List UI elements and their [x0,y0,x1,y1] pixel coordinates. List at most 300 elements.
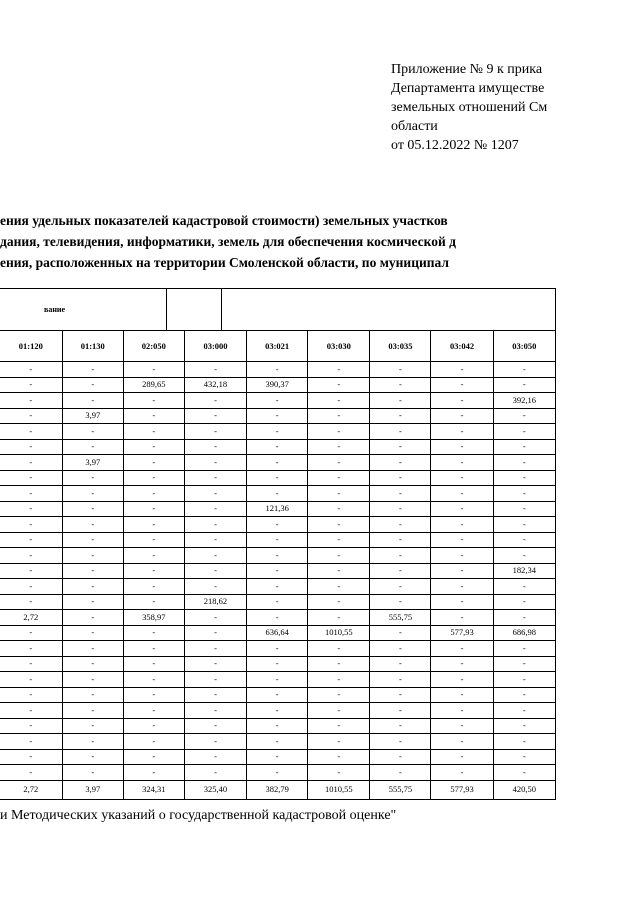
table-cell: - [308,610,370,626]
column-header: 02:050 [123,331,184,362]
table-cell: - [123,765,184,781]
table-cell: - [247,424,308,440]
table-cell: - [0,377,62,393]
table-row [0,579,556,595]
table-cell: - [370,517,431,533]
table-cell: - [493,672,555,688]
table-cell: - [247,594,308,610]
table-cell: - [370,439,431,455]
table-cell: - [247,532,308,548]
table-cell: - [184,455,246,471]
table-cell: - [308,393,370,409]
table-cell: - [62,641,123,657]
header-divider [555,289,556,330]
table-cell: - [493,765,555,781]
table-cell: - [308,532,370,548]
table-cell: - [184,718,246,734]
table-cell: - [123,501,184,517]
table-cell: - [308,439,370,455]
table-cell: - [431,734,493,750]
table-cell: - [493,641,555,657]
table-row [0,610,556,626]
table-cell: - [308,563,370,579]
table-cell: - [247,687,308,703]
table-cell: 218,62 [184,594,246,610]
table-row [0,687,556,703]
column-header: 03:035 [370,331,431,362]
table-cell: - [184,734,246,750]
table-cell: - [247,563,308,579]
table-cell: - [431,486,493,502]
table-cell: - [308,362,370,378]
table-cell: - [0,393,62,409]
column-header: 03:021 [247,331,308,362]
table-cell: - [370,579,431,595]
header-divider [221,289,222,330]
table-cell: - [370,532,431,548]
table-cell: - [308,470,370,486]
table-cell: - [184,610,246,626]
table-cell: 182,34 [493,563,555,579]
table-cell: - [431,455,493,471]
table-cell: - [184,703,246,719]
table-row [0,439,556,455]
table-cell: - [123,749,184,765]
table-cell: - [308,455,370,471]
table-cell: - [184,424,246,440]
table-cell: - [0,424,62,440]
table-cell: - [431,656,493,672]
table-cell: - [247,718,308,734]
group-header-label: вание [44,305,66,314]
table-cell: - [184,749,246,765]
table-cell: - [0,470,62,486]
table-cell: - [431,408,493,424]
table-cell: - [123,424,184,440]
title-line: дания, телевидения, информатики, земель для обеспечения космической д [0,234,456,249]
table-cell: - [431,424,493,440]
title-line: ения удельных показателей кадастровой стоимости) земельных участков [0,213,448,228]
table-cell: - [247,486,308,502]
table-cell: - [247,610,308,626]
table-cell: - [62,362,123,378]
column-header: 01:130 [62,331,123,362]
table-cell: - [0,501,62,517]
table-cell: - [0,362,62,378]
table-cell: - [62,439,123,455]
table-cell: - [247,408,308,424]
table-cell: - [493,656,555,672]
table-row [0,718,556,734]
table-cell: - [123,470,184,486]
appendix-line: земельных отношений См [391,100,548,115]
table-cell: - [370,424,431,440]
table-cell: 555,75 [370,610,431,626]
table-cell: - [247,749,308,765]
column-header: 03:050 [493,331,555,362]
total-cell: 3,97 [62,780,123,799]
table-cell: - [431,672,493,688]
table-cell: - [308,377,370,393]
table-cell: - [493,470,555,486]
table-cell: - [370,455,431,471]
table-cell: - [62,672,123,688]
table-cell: - [0,765,62,781]
table-cell: - [184,579,246,595]
table-cell: - [0,625,62,641]
table-cell: - [123,718,184,734]
total-cell: 420,50 [493,780,555,799]
table-cell: - [308,734,370,750]
table-cell: - [62,548,123,564]
table-row [0,703,556,719]
table-cell: - [184,548,246,564]
table-cell: - [184,408,246,424]
table-cell: - [308,408,370,424]
table-cell: - [0,641,62,657]
table-cell: - [62,610,123,626]
table-cell: - [247,470,308,486]
table-cell: - [0,517,62,533]
appendix-line: Департамента имуществе [391,81,545,96]
table-cell: - [493,718,555,734]
footnote-text: и Методических указаний о государственной кадастровой оценке" [0,808,397,823]
table-cell: 432,18 [184,377,246,393]
table-cell: - [431,517,493,533]
table-cell: - [493,439,555,455]
table-cell: - [247,362,308,378]
table-cell: - [431,594,493,610]
table-row [0,594,556,610]
table-cell: - [431,532,493,548]
table-cell: - [184,517,246,533]
table-cell: - [308,424,370,440]
values-table [0,330,556,800]
column-header: 03:042 [431,331,493,362]
table-cell: - [62,625,123,641]
table-cell: - [62,656,123,672]
table-cell: - [184,672,246,688]
total-cell: 2,72 [0,780,62,799]
table-cell: - [184,439,246,455]
table-cell: - [493,610,555,626]
table-cell: 392,16 [493,393,555,409]
table-cell: - [247,765,308,781]
table-cell: - [493,579,555,595]
table-cell: - [0,532,62,548]
total-cell: 555,75 [370,780,431,799]
appendix-line: области [391,119,438,134]
table-cell: - [431,703,493,719]
table-cell: - [123,734,184,750]
table-cell: - [431,548,493,564]
table-cell: - [0,455,62,471]
table-cell: - [0,594,62,610]
table-cell: - [184,656,246,672]
table-cell: - [493,703,555,719]
table-cell: - [493,749,555,765]
document-title [0,210,556,273]
table-row [0,377,556,393]
cadastral-table [0,288,556,800]
table-cell: 358,97 [123,610,184,626]
table-row [0,765,556,781]
table-cell: - [62,501,123,517]
table-cell: - [493,486,555,502]
table-cell: - [123,672,184,688]
table-cell: - [123,579,184,595]
table-cell: - [370,594,431,610]
table-cell: - [62,703,123,719]
table-cell: - [431,765,493,781]
table-row [0,749,556,765]
table-cell: - [370,548,431,564]
table-cell: - [493,548,555,564]
table-cell: - [184,532,246,548]
table-cell: - [370,672,431,688]
table-cell: 1010,55 [308,625,370,641]
table-cell: - [431,470,493,486]
table-cell: - [493,594,555,610]
table-cell: - [0,672,62,688]
table-cell: - [370,362,431,378]
table-cell: - [62,470,123,486]
totals-row [0,780,556,799]
table-cell: - [370,734,431,750]
column-header: 01:120 [0,331,62,362]
table-cell: - [0,734,62,750]
table-cell: - [308,579,370,595]
table-cell: - [123,641,184,657]
column-header-row [0,331,556,362]
appendix-header [391,60,640,155]
table-cell: - [247,455,308,471]
table-cell: - [308,672,370,688]
table-row [0,501,556,517]
table-cell: - [247,548,308,564]
table-cell: - [493,455,555,471]
table-cell: - [493,517,555,533]
table-cell: - [431,393,493,409]
table-cell: - [370,470,431,486]
header-divider [166,289,167,330]
table-cell: - [62,579,123,595]
table-cell: - [308,501,370,517]
table-cell: - [62,749,123,765]
table-cell: - [123,563,184,579]
table-cell: - [0,548,62,564]
table-cell: - [370,393,431,409]
table-cell: - [123,548,184,564]
table-cell: - [62,765,123,781]
table-cell: 636,64 [247,625,308,641]
footnote [0,808,540,824]
column-header: 03:000 [184,331,246,362]
table-cell: - [123,455,184,471]
table-cell: - [0,579,62,595]
table-cell: - [308,486,370,502]
table-cell: - [123,594,184,610]
table-cell: - [370,501,431,517]
table-row [0,672,556,688]
table-cell: - [247,641,308,657]
table-cell: - [0,718,62,734]
table-row [0,424,556,440]
table-cell: - [370,641,431,657]
table-cell: - [123,532,184,548]
table-cell: - [62,734,123,750]
table-row [0,532,556,548]
table-cell: - [62,424,123,440]
table-cell: - [493,501,555,517]
table-cell: - [493,687,555,703]
table-cell: - [431,439,493,455]
appendix-line: от 05.12.2022 № 1207 [391,138,519,153]
table-cell: - [370,749,431,765]
table-cell: - [0,486,62,502]
table-cell: - [493,424,555,440]
table-cell: - [0,687,62,703]
table-row [0,734,556,750]
table-cell: - [247,439,308,455]
table-cell: - [247,393,308,409]
table-cell: - [0,749,62,765]
table-cell: - [431,579,493,595]
total-cell: 1010,55 [308,780,370,799]
table-cell: - [247,579,308,595]
table-cell: - [308,749,370,765]
total-cell: 382,79 [247,780,308,799]
table-cell: - [370,687,431,703]
table-cell: - [62,393,123,409]
table-cell: - [431,610,493,626]
table-row [0,625,556,641]
total-cell: 577,93 [431,780,493,799]
table-cell: - [493,362,555,378]
table-cell: - [493,734,555,750]
table-cell: - [431,718,493,734]
table-cell: - [184,501,246,517]
table-cell: - [370,765,431,781]
table-cell: - [370,625,431,641]
table-cell: - [123,517,184,533]
table-cell: - [308,703,370,719]
table-row [0,548,556,564]
table-cell: - [62,687,123,703]
table-cell: - [184,765,246,781]
table-cell: - [431,641,493,657]
table-cell: - [184,362,246,378]
table-cell: - [247,703,308,719]
table-cell: - [247,517,308,533]
table-cell: - [0,656,62,672]
table-cell: - [308,517,370,533]
appendix-line: Приложение № 9 к прика [391,62,543,77]
table-cell: - [247,734,308,750]
table-group-header [0,288,556,330]
table-cell: - [308,765,370,781]
table-cell: - [123,656,184,672]
table-cell: - [493,532,555,548]
table-cell: 121,36 [247,501,308,517]
table-cell: - [0,408,62,424]
table-row [0,470,556,486]
table-cell: - [123,393,184,409]
total-cell: 324,31 [123,780,184,799]
table-cell: - [370,656,431,672]
table-cell: - [370,377,431,393]
table-cell: - [308,656,370,672]
table-row [0,393,556,409]
table-cell: - [62,532,123,548]
table-cell: - [431,377,493,393]
table-cell: - [370,703,431,719]
table-cell: 3,97 [62,408,123,424]
column-header: 03:030 [308,331,370,362]
table-cell: 686,98 [493,625,555,641]
table-cell: - [308,718,370,734]
table-cell: - [62,563,123,579]
table-cell: - [62,718,123,734]
table-cell: - [123,486,184,502]
table-cell: 577,93 [431,625,493,641]
table-row [0,408,556,424]
table-cell: - [308,548,370,564]
table-cell: - [0,703,62,719]
table-cell: 289,65 [123,377,184,393]
table-cell: - [247,656,308,672]
table-cell: - [370,718,431,734]
table-cell: - [123,439,184,455]
table-cell: - [0,439,62,455]
table-cell: - [123,362,184,378]
table-row [0,486,556,502]
table-cell: 3,97 [62,455,123,471]
table-cell: - [123,408,184,424]
table-cell: - [184,687,246,703]
table-cell: - [62,486,123,502]
table-cell: - [123,687,184,703]
table-cell: - [184,486,246,502]
table-cell: - [431,362,493,378]
table-cell: - [431,563,493,579]
table-cell: - [247,672,308,688]
table-cell: - [370,486,431,502]
table-cell: - [123,625,184,641]
table-cell: - [493,408,555,424]
table-row [0,656,556,672]
title-line: ения, расположенных на территории Смоленской области, по муниципал [0,255,449,270]
table-row [0,455,556,471]
table-cell: - [308,687,370,703]
table-cell: - [62,517,123,533]
total-cell: 325,40 [184,780,246,799]
table-cell: - [431,749,493,765]
table-cell: - [184,563,246,579]
table-cell: - [184,625,246,641]
table-cell: - [62,377,123,393]
table-row [0,517,556,533]
table-cell: - [62,594,123,610]
table-cell: 390,37 [247,377,308,393]
table-row [0,641,556,657]
table-cell: - [0,563,62,579]
table-cell: 2,72 [0,610,62,626]
table-cell: - [308,641,370,657]
table-cell: - [431,687,493,703]
table-cell: - [493,377,555,393]
table-cell: - [308,594,370,610]
